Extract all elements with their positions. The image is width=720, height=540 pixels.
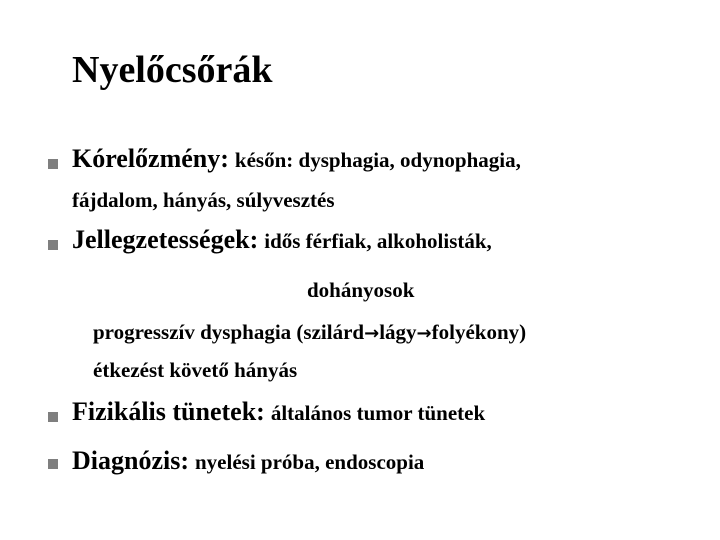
bullet-text: későn: dysphagia, odynophagia, (234, 148, 521, 172)
sub-item-text: folyékony) (431, 320, 527, 344)
sub-item-text: lágy (379, 320, 417, 344)
bullet-label: Fizikális tünetek: (72, 397, 265, 426)
bullet-label: Kórelőzmény: (72, 144, 229, 173)
sub-item-text: progresszív dysphagia (szilárd (93, 320, 365, 344)
bullet-text: idős férfiak, alkoholisták, (264, 229, 492, 253)
bullet-text: nyelési próba, endoscopia (195, 450, 425, 474)
bullet-marker (48, 459, 58, 469)
bullet-label: Diagnózis: (72, 446, 189, 475)
bullet-diagnosis (72, 446, 424, 476)
bullet-text: általános tumor tünetek (270, 401, 486, 425)
bullet-text-continued: fájdalom, hányás, súlyvesztés (72, 188, 335, 212)
slide-title: Nyelőcsőrák (72, 49, 273, 91)
right-arrow-icon: → (416, 323, 432, 344)
bullet-marker (48, 159, 58, 169)
bullet-marker (48, 412, 58, 422)
bullet-characteristics (72, 225, 492, 255)
bullet-marker (48, 240, 58, 250)
right-arrow-icon: → (364, 323, 380, 344)
bullet-history (72, 144, 521, 174)
sub-item-dysphagia (93, 320, 526, 345)
bullet-physical-signs (72, 397, 485, 427)
bullet-label: Jellegzetességek: (72, 225, 259, 254)
sub-item-vomiting: étkezést követő hányás (93, 358, 298, 382)
bullet-text-continued: dohányosok (307, 278, 415, 302)
